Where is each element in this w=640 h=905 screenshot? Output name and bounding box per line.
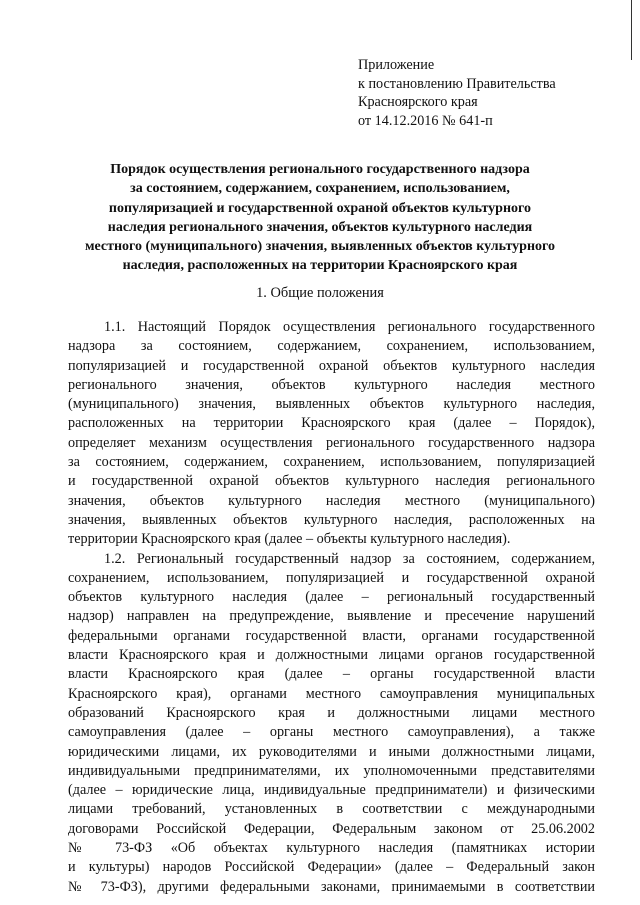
title-line: наследия, расположенных на территории Красноярского края bbox=[122, 258, 518, 274]
paragraph-1-2 bbox=[68, 550, 595, 897]
title-line: популяризацией и государственной охраной объектов культурного bbox=[108, 200, 532, 216]
text-line: юридическими лицами, их руководителями и иными должностными лицами, bbox=[68, 743, 595, 760]
text-line: за состоянием, содержанием, сохранением, использованием, популяризацией bbox=[68, 454, 595, 471]
text-line: (далее – юридические лица, индивидуальные предприниматели) и физическими bbox=[68, 782, 595, 799]
text-line: федеральными органами государственной власти, органами государственной bbox=[68, 627, 595, 644]
text-line: договорами Российской Федерации, Федеральным законом от 25.06.2002 bbox=[68, 820, 595, 837]
text-line: надзора за состоянием, содержанием, сохранением, использованием, bbox=[68, 338, 595, 355]
document-title bbox=[60, 160, 580, 276]
appendix-block bbox=[358, 56, 628, 130]
text-line: индивидуальными предпринимателями, их уполномоченными представителями bbox=[68, 762, 595, 779]
text-line: и государственной охраной объектов культурного наследия регионального bbox=[68, 473, 595, 490]
text-line: № 73-ФЗ), другими федеральными законами, принимаемыми в соответствии bbox=[68, 878, 595, 895]
text-line: лицами требований, установленных в соответствии с международными bbox=[68, 801, 595, 818]
scan-edge-line bbox=[631, 0, 632, 60]
text-line: и культуры) народов Российской Федерации» (далее – Федеральный закон bbox=[68, 859, 595, 876]
text-line: популяризацией и государственной охраной объектов культурного наследия bbox=[68, 357, 595, 374]
text-line: сохранением, использованием, популяризацией и государственной охраной bbox=[68, 569, 595, 586]
title-line: за состоянием, содержанием, сохранением, использованием, bbox=[130, 181, 510, 197]
title-line: местного (муниципального) значения, выявленных объектов культурного bbox=[84, 239, 556, 255]
appendix-line: к постановлению Правительства bbox=[358, 75, 556, 92]
text-line: власти Красноярского края и должностными лицами органов государственной bbox=[68, 647, 595, 664]
paragraph-1-1 bbox=[68, 318, 595, 550]
title-line: наследия регионального значения, объектов культурного наследия bbox=[107, 219, 533, 235]
text-line: территории Красноярского края (далее – объекты культурного наследия). bbox=[68, 531, 511, 548]
text-line: 1.1. Настоящий Порядок осуществления регионального государственного bbox=[104, 319, 595, 335]
appendix-line: от 14.12.2016 № 641-п bbox=[358, 112, 493, 129]
appendix-line: Красноярского края bbox=[358, 94, 478, 110]
text-line: 1.2. Региональный государственный надзор за состоянием, содержанием, bbox=[104, 550, 595, 567]
text-line: № 73-ФЗ «Об объектах культурного наследия (памятниках истории bbox=[68, 840, 595, 857]
section-heading: 1. Общие положения bbox=[256, 285, 384, 301]
text-line: самоуправления (далее – органы местного самоуправления), а также bbox=[68, 724, 595, 741]
text-line: определяет механизм осуществления регионального государственного надзора bbox=[68, 434, 595, 451]
text-line: объектов культурного наследия (далее – региональный государственный bbox=[68, 589, 595, 606]
body-text bbox=[68, 318, 595, 897]
appendix-line: Приложение bbox=[358, 57, 435, 73]
text-line: Красноярского края), органами местного самоуправления муниципальных bbox=[68, 685, 595, 702]
text-line: власти Красноярского края (далее – органы государственной власти bbox=[68, 666, 595, 683]
text-line: расположенных на территории Красноярского края (далее – Порядок), bbox=[68, 415, 595, 432]
text-line: (муниципального) значения, выявленных объектов культурного наследия, bbox=[68, 396, 595, 413]
title-line: Порядок осуществления регионального государственного надзора bbox=[110, 162, 530, 177]
text-line: образований Красноярского края и должностными лицами местного bbox=[68, 704, 595, 721]
text-line: значения, выявленных объектов культурного наследия, расположенных на bbox=[68, 511, 595, 528]
text-line: регионального значения, объектов культурного наследия местного bbox=[68, 376, 595, 393]
text-line: значения, объектов культурного наследия местного (муниципального) bbox=[68, 492, 595, 509]
text-line: надзор) направлен на предупреждение, выявление и пресечение нарушений bbox=[68, 608, 595, 625]
